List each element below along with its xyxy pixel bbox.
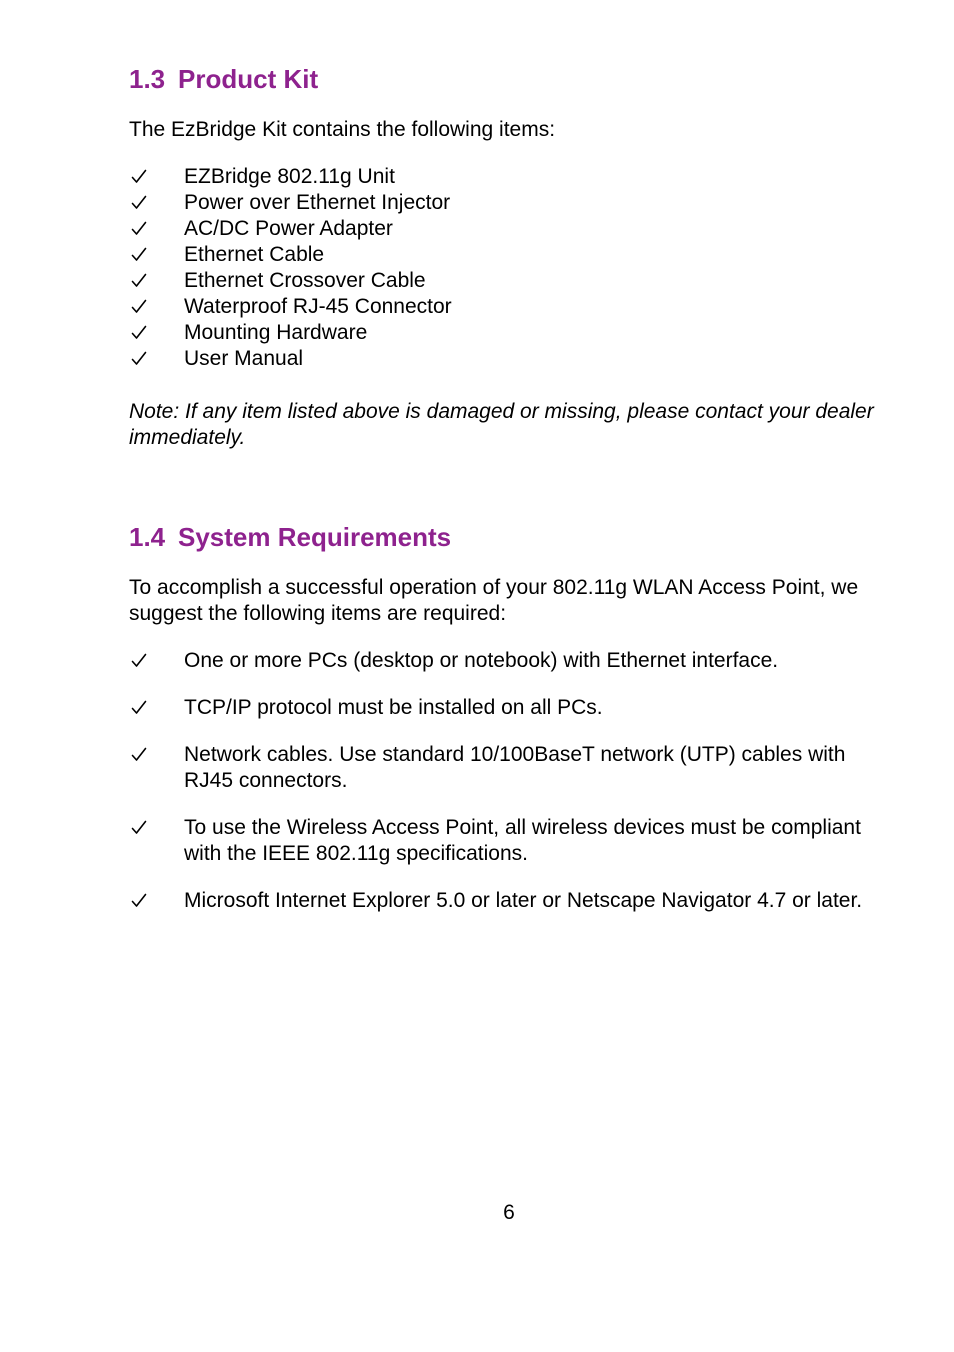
list-item <box>129 648 889 674</box>
checkmark-icon <box>131 164 151 190</box>
checkmark-icon <box>131 294 151 320</box>
list-item-text: AC/DC Power Adapter <box>184 217 393 240</box>
list-item <box>129 695 889 721</box>
checkmark-icon <box>131 216 151 242</box>
section-heading-product-kit <box>129 64 318 95</box>
product-kit-list <box>129 164 889 372</box>
checkmark-icon <box>131 190 151 216</box>
list-item-text: Microsoft Internet Explorer 5.0 or later or Netscape Navigator 4.7 or later. <box>184 889 863 912</box>
list-item <box>129 346 889 372</box>
list-item-text: Waterproof RJ-45 Connector <box>184 295 452 318</box>
list-item <box>129 888 889 914</box>
list-item-text: TCP/IP protocol must be installed on all PCs. <box>184 696 603 719</box>
list-item-text: Network cables. Use standard 10/100BaseT network (UTP) cables with RJ45 connectors. <box>184 743 846 792</box>
system-requirements-list <box>129 648 889 935</box>
list-item-text: Ethernet Crossover Cable <box>184 269 426 292</box>
checkmark-icon <box>131 742 151 768</box>
list-item-text: One or more PCs (desktop or notebook) with Ethernet interface. <box>184 649 779 672</box>
list-item <box>129 294 889 320</box>
checkmark-icon <box>131 242 151 268</box>
checkmark-icon <box>131 268 151 294</box>
checkmark-icon <box>131 346 151 372</box>
list-item <box>129 242 889 268</box>
list-item-text: Ethernet Cable <box>184 243 325 266</box>
checkmark-icon <box>131 320 151 346</box>
list-item-text: Mounting Hardware <box>184 321 368 344</box>
section-number: 1.4 <box>129 522 166 552</box>
system-requirements-intro: To accomplish a successful operation of your 802.11g WLAN Access Point, we suggest the following items are required: <box>129 576 859 625</box>
list-item <box>129 164 889 190</box>
list-item-text: User Manual <box>184 347 304 370</box>
section-title: System Requirements <box>178 522 452 552</box>
product-kit-intro: The EzBridge Kit contains the following items: <box>129 118 556 141</box>
section-heading-system-requirements <box>129 522 451 553</box>
product-kit-note: Note: If any item listed above is damaged or missing, please contact your dealer immediately. <box>129 400 874 449</box>
checkmark-icon <box>131 695 151 721</box>
checkmark-icon <box>131 888 151 914</box>
list-item <box>129 268 889 294</box>
list-item <box>129 320 889 346</box>
list-item <box>129 815 889 867</box>
list-item-text: To use the Wireless Access Point, all wireless devices must be compliant with the IEEE 802.11g specifications. <box>184 816 861 865</box>
list-item <box>129 190 889 216</box>
list-item <box>129 216 889 242</box>
list-item-text: EZBridge 802.11g Unit <box>184 165 395 188</box>
list-item-text: Power over Ethernet Injector <box>184 191 451 214</box>
checkmark-icon <box>131 648 151 674</box>
list-item <box>129 742 889 794</box>
section-number: 1.3 <box>129 64 166 94</box>
section-title: Product Kit <box>178 64 319 94</box>
checkmark-icon <box>131 815 151 841</box>
page-number: 6 <box>503 1201 515 1224</box>
